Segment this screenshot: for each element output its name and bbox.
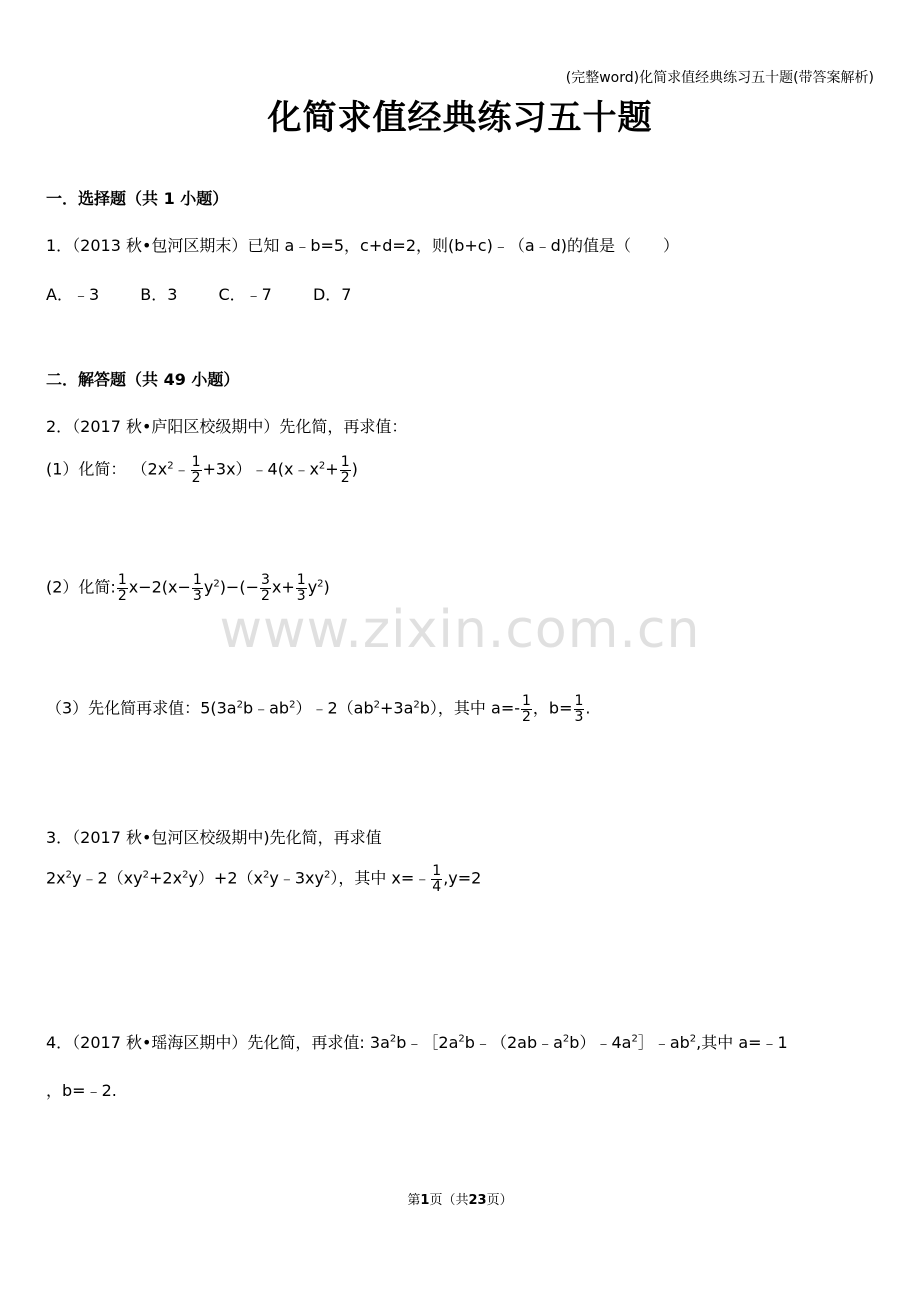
section-heading-solve: 二．解答题（共 49 小题） bbox=[46, 370, 240, 389]
fraction: $\frac{1}{2}$ bbox=[191, 454, 201, 486]
fraction: $\frac{1}{3}$ bbox=[574, 693, 584, 725]
question-4-continuation: ，b=﹣2. bbox=[46, 1081, 117, 1100]
fraction: $\frac{1}{2}$ bbox=[117, 572, 127, 604]
question-1-text: 1．（2013 秋•包河区期末）已知 a﹣b=5，c+d=2，则(b+c)﹣（a﹣d)的值是（ ） bbox=[46, 236, 680, 255]
question-1-options bbox=[46, 282, 387, 305]
question-3-intro: 3．（2017 秋•包河区校级期中)先化简，再求值 bbox=[46, 828, 382, 847]
question-4-text: 4．（2017 秋•瑶海区期中）先化简，再求值: $3a^2b﹣[2a^2b﹣(2ab﹣a^2b)﹣4a^2]﹣ab^2$,其中 a=﹣1 bbox=[46, 1033, 788, 1052]
question-2-part-2: (2）化简: $\frac{1}{2}$ x−2(x− $\frac{1}{3}$ $y^2)-(-$ $\frac{3}{2}$ x+ $\frac{1}{3}$ $y^2$) bbox=[46, 572, 330, 604]
option-c: C．﹣7 bbox=[218, 285, 272, 304]
fraction: $\frac{1}{2}$ bbox=[522, 693, 531, 725]
document-header: (完整word)化简求值经典练习五十题(带答案解析) bbox=[565, 70, 874, 86]
question-3-expression: $2x^2y﹣2(xy^2+2x^2y)+2(x^2y﹣3xy^2)$，其中 x=﹣ $\frac{1}{4}$ ,y=2 bbox=[46, 863, 482, 895]
option-d: D．7 bbox=[312, 285, 352, 304]
question-2-part-1: (1）化简： （$2x^2﹣$ $\frac{1}{2}$ $+3x)﹣4(x﹣x^2+$ $\frac{1}{2}$ ) bbox=[46, 454, 358, 486]
current-page-number: 1 bbox=[420, 1193, 430, 1208]
fraction: $\frac{1}{3}$ bbox=[192, 572, 202, 604]
question-2-part-3: （3）先化简再求值：$5(3a^2b﹣ab^2)﹣2(ab^2+3a^2b)$，其中 a=- $\frac{1}{2}$ ，b= $\frac{1}{3}$ . bbox=[46, 693, 591, 725]
page-title: 化简求值经典练习五十题 bbox=[267, 98, 653, 138]
watermark: www.zixin.com.cn bbox=[219, 600, 701, 660]
option-b: B．3 bbox=[140, 285, 178, 304]
fraction: $\frac{3}{2}$ bbox=[260, 572, 270, 604]
option-a: A．﹣3 bbox=[46, 285, 100, 304]
total-pages-number: 23 bbox=[468, 1193, 487, 1208]
fraction: $\frac{1}{4}$ bbox=[432, 863, 442, 895]
question-2-intro: 2．（2017 秋•庐阳区校级期中）先化简，再求值： bbox=[46, 417, 408, 436]
fraction: $\frac{1}{2}$ bbox=[340, 454, 350, 486]
page-footer: 第1页（共23页） bbox=[407, 1193, 513, 1208]
fraction: $\frac{1}{3}$ bbox=[296, 572, 306, 604]
section-heading-choice: 一．选择题（共 1 小题） bbox=[46, 189, 229, 208]
